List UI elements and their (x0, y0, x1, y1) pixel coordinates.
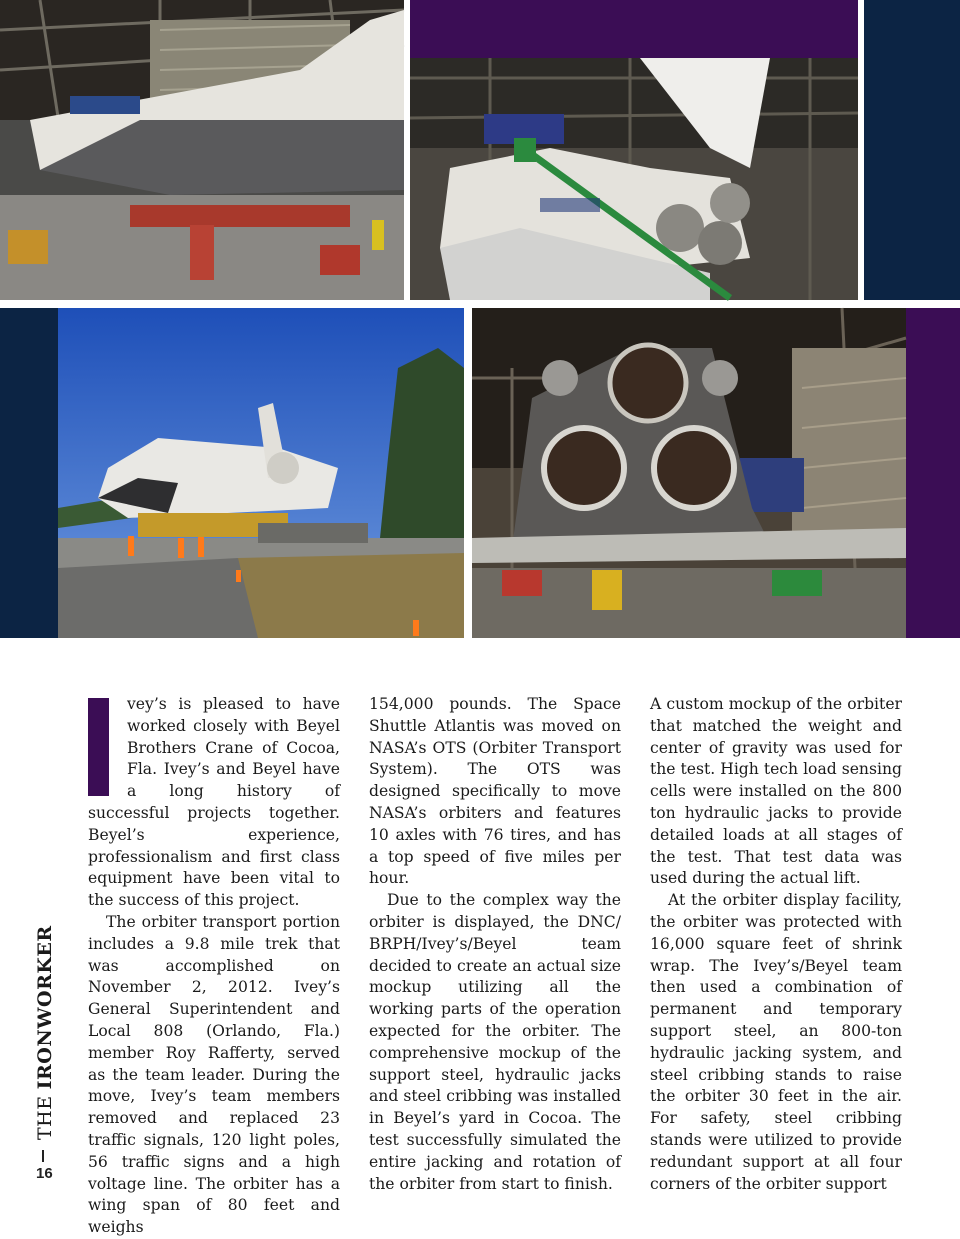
navy-band-left (0, 308, 58, 638)
drop-cap-block (88, 698, 109, 796)
magazine-spine (30, 925, 60, 1140)
photo-road-transport (58, 308, 464, 638)
purple-band-right (906, 308, 960, 638)
folio-rule (42, 1150, 44, 1162)
magazine-name: IRONWORKER (34, 925, 56, 1090)
paragraph: At the orbiter display facility, the orbiter was protected with 16,000 square feet of shrink wrap. The Ivey’s/Beyel team then used a combination of permanent and temporary support steel, an 800-ton hydraulic jacking system, and steel cribbing stands to raise the orbiter 30 feet in the air. For safety, steel cribbing stands were utilized to provide redundant support at all four corners of the orbiter support (650, 891, 902, 1193)
article-column-2 (369, 694, 621, 1193)
article-column-1 (88, 694, 340, 1237)
paragraph: 154,000 pounds. The Space Shuttle Atlantis was moved on NASA’s OTS (Orbiter Transport System). The OTS was designed specifically to move NASA’s orbiters and features 10 axles with 76 tires, and has a top speed of five miles per hour. (369, 695, 621, 888)
photo-hangar-top-left (0, 0, 404, 300)
paragraph: vey’s is pleased to have worked closely with Beyel Brothers Crane of Cocoa, Fla. Ivey’s and Beyel have a long history of successful projects together. Beyel’s experience, professionalism and first class equipment have been vital to the success of this project. (88, 695, 340, 910)
paragraph: A custom mockup of the orbiter that matched the weight and center of gravity was used for the test. High tech load sensing cells were installed on the 800 ton hydraulic jacks to provide detailed loads at all stages of the test. That test data was used during the actual lift. (650, 695, 902, 888)
paragraph: Due to the complex way the orbiter is displayed, the DNC/ BRPH/Ivey’s/Beyel team decided to create an actual size mockup utilizing all the working parts of the operation expected for the orbiter. The comprehensive mockup of the support steel, hydraulic jacks and steel cribbing was installed in Beyel’s yard in Cocoa. The test successfully simulated the entire jacking and rotation of the orbiter from start to finish. (369, 891, 621, 1193)
photo-shrink-wrap (410, 58, 858, 300)
photo-engines (472, 308, 906, 638)
magazine-prefix: THE (34, 1095, 56, 1140)
paragraph: The orbiter transport portion includes a 9.8 mile trek that was accomplished on November 2, 2012. Ivey’s General Superintendent and Local 808 (Orlando, Fla.) member Roy Rafferty, served as the team leader. During the move, Ivey’s team members removed and replaced 23 traffic signals, 120 light poles, 56 traffic signs and a high voltage line. The orbiter has a wing span of 80 feet and weighs (88, 912, 340, 1237)
purple-band-top (410, 0, 858, 58)
magazine-title (30, 925, 60, 1140)
page-number: 16 (36, 1165, 53, 1182)
article-column-3 (650, 694, 902, 1193)
navy-band-top-right (864, 0, 960, 300)
